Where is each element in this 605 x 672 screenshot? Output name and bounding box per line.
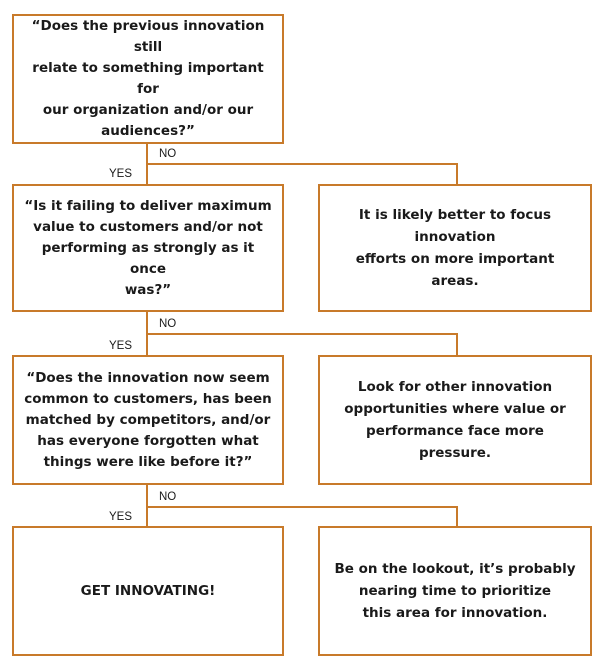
connector-no-2-vertical	[456, 333, 458, 355]
result-text-focus-elsewhere: It is likely better to focus innovation efforts on more important areas.	[355, 207, 555, 289]
label-yes-1: YES	[109, 168, 133, 180]
question-text-value: “Is it failing to deliver maximum value to customers and/or not performing as strongly as it once was?”	[24, 197, 272, 298]
result-text-other-opportunities: Look for other innovation opportunities where value or performance face more pressure.	[344, 379, 566, 461]
question-text-relevance: “Does the previous innovation still relate to something important for our organization and/or our audiences?”	[31, 18, 265, 139]
result-box-lookout	[318, 526, 592, 656]
label-no-3: NO	[159, 491, 177, 503]
question-box-commonality	[12, 355, 284, 485]
action-box-get-innovating	[12, 526, 284, 656]
connector-no-2-horizontal	[146, 333, 457, 335]
connector-no-1-vertical	[456, 163, 458, 184]
label-yes-2: YES	[109, 340, 133, 352]
label-yes-3: YES	[109, 511, 133, 523]
result-box-focus-elsewhere	[318, 184, 592, 312]
connector-no-3-vertical	[456, 506, 458, 526]
result-text-lookout: Be on the lookout, it’s probably nearing time to prioritize this area for innovation.	[334, 561, 576, 621]
question-box-relevance	[12, 14, 284, 144]
question-text-commonality: “Does the innovation now seem common to customers, has been matched by competitors, and/or has everyone forgotten what things were like before it?”	[24, 369, 272, 470]
connector-no-1-horizontal	[146, 163, 457, 165]
connector-no-3-horizontal	[146, 506, 457, 508]
label-no-1: NO	[159, 148, 177, 160]
label-no-2: NO	[159, 318, 177, 330]
action-text-get-innovating: GET INNOVATING!	[80, 582, 216, 599]
question-box-value	[12, 184, 284, 312]
result-box-other-opportunities	[318, 355, 592, 485]
